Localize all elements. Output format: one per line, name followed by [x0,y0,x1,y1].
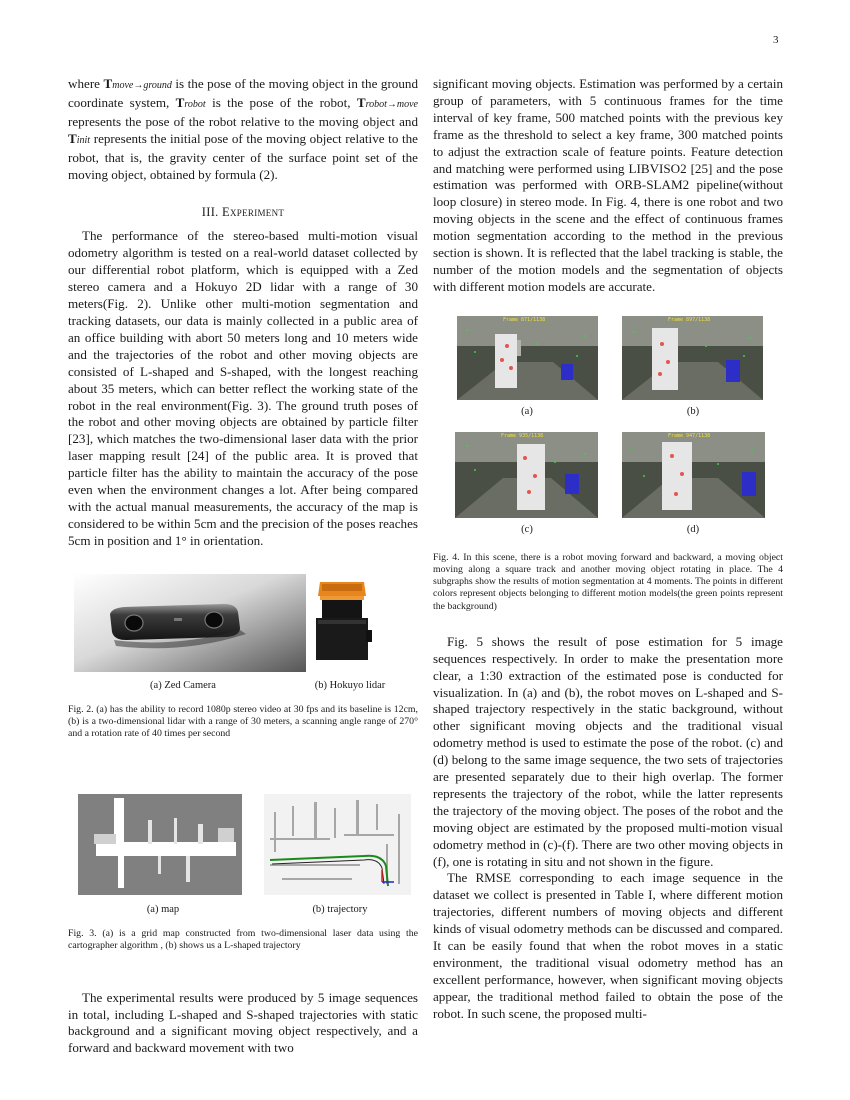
zed-camera-image [74,574,306,672]
fig3-sublabel-b: (b) trajectory [312,903,368,915]
experiment-paragraph: The performance of the stereo-based multi-motion visual odometry algorithm is tested on a real-world dataset collected by our differential robot platform, which is equipped with a Zed stereo camera and a Hokuyo 2D lidar with a range of 30 meters(Fig. 2). Unlike other multi-motion segmentation and tracking datasets, our data is mainly collected in a public area of an office building with abort 50 meters long and 10 meters wide and the trajectories of the robot and other moving objects are consisted of L-shaped and S-shaped, with the longest reaching about 35 meters, which can better reflect the working state of the robot in the real environment(Fig. 3). The ground truth poses of the robot and other moving objects are obtained by particle filter [23], which matches the two-dimensional laser data with the prior laser mapping result [24] of the public area. It is proved that particle filter has the ability to maintain the accuracy of the pose even when the environment changes a lot. After being compared with the actual manual measurements, the accuracy of the map is considered to be within 5cm and the precision of the poses reaches 5cm in position and 1° in orientation. [68,228,418,548]
frame-d-overlay: Frame 947/1138 [668,432,711,439]
frame-c-image [455,432,598,518]
right-column [433,76,783,1023]
rmse-paragraph: The RMSE corresponding to each image sequence in the dataset we collect is presented in Table I, where different motion trajectories, different numbers of moving objects and different kinds of visual odometry methods can be discussed and compared. It can be easily found that when the robot moves in a static environment, the traditional visual odometry method has an excellent performance, however, when significant moving objects appear, the traditional method failed to obtain the pose of the robot. In such scene, the proposed multi- [433,870,783,1021]
intro-paragraph: where Tmove→ground is the pose of the moving object in the ground coordinate system, Trobot is the pose of the robot, Trobot→move represents the pose of the robot relative to the moving object and Tinit represents the initial pose of the moving object relative to the robot, that is, the gravity center of the surface point set of the moving object, obtained by formula (2). [68,76,418,182]
left-column [68,76,418,1057]
fig3-sublabel-a: (a) map [146,903,180,915]
grid-map-image [78,794,242,895]
hokuyo-lidar-image [306,574,380,672]
trajectory-image [264,794,411,895]
section-heading: III. Experiment [201,205,285,220]
frame-d-image [622,432,765,518]
fig5-paragraph: Fig. 5 shows the result of pose estimation for 5 image sequences respectively. In order to make the presentation more clear, a 1:30 extraction of the estimated pose is conducted for visualization. In (a) and (b), the robot moves on L-shaped and S-shaped trajectory respectively in the static background, without other significant moving objects and the traditional visual odometry method is used to estimate the pose of the robot. (c) and (d) belong to the same image sequence, the two sets of trajectories are presented separately due to their high overlap. The former represents the trajectory of the robot, while the latter represents the trajectory of the moving object. The poses of the robot and the moving object are estimated by the proposed multi-motion visual odometry method in (c)-(f). There are two other moving objects in (f), one is rotating in situ and not shown in the figure. [433,633,783,869]
page-number: 3 [773,34,779,46]
frame-a-overlay: Frame 871/1138 [503,316,546,323]
fig4-label-b: (b) [686,405,700,417]
frame-c-overlay: Frame 935/1138 [501,432,544,439]
fig4-caption: Fig. 4. In this scene, there is a robot moving forward and backward, a moving object moving along a square track and another moving object rotating in place. The 4 subgraphs show the results of motion segmentation at 4 moments. The points in different colors represent objects belonging to different motion models(the green points represent the background) [433,551,783,612]
fig4-label-c: (c) [521,523,533,535]
fig4-label-d: (d) [686,523,700,535]
fig4-label-a: (a) [521,405,533,417]
figure-4 [433,316,783,618]
frame-a-image [457,316,598,400]
fig2-sublabel-b: (b) Hokuyo lidar [314,679,386,691]
figure-3 [68,794,418,968]
frame-b-image [622,316,763,400]
fig2-caption: Fig. 2. (a) has the ability to record 1080p stereo video at 30 fps and its baseline is 12cm, (b) is a two-dimensional lidar with a range of 30 meters, a scanning angle range of 270° and a rotation rate of 40 times per second [68,703,418,740]
fig3-caption: Fig. 3. (a) is a grid map constructed from two-dimensional laser data using the cartographer algorithm , (b) shows us a L-shaped trajectory [68,927,418,951]
continuation-paragraph: significant moving objects. Estimation was performed by a certain group of parameters, with 5 continuous frames for the time interval of key frame, 500 matched points with the previous key frame as the threshold to select a key frame, 300 matched points to adjust the extraction scale of feature points. Feature detection and matching were performed using LIBVISO2 [25] and the pose estimation was performed with ORB-SLAM2 pipeline(without loop closure) in stereo mode. In Fig. 4, there is one robot and two moving objects in the scene and the effect of continuous frames motion segmentation according to the method in the previous section is shown. It is reflected that the label tracking is stable, the number of the motion models and the segmentation of objects with different motion models are accurate. [433,76,783,294]
fig2-sublabel-a: (a) Zed Camera [150,679,216,691]
frame-b-overlay: Frame 897/1138 [668,316,711,323]
figure-2 [68,574,418,752]
closing-paragraph: The experimental results were produced by 5 image sequences in total, including L-shaped and S-shaped trajectories with static background and a significant moving object respectively, and a forward and backward movement with two [68,989,418,1056]
